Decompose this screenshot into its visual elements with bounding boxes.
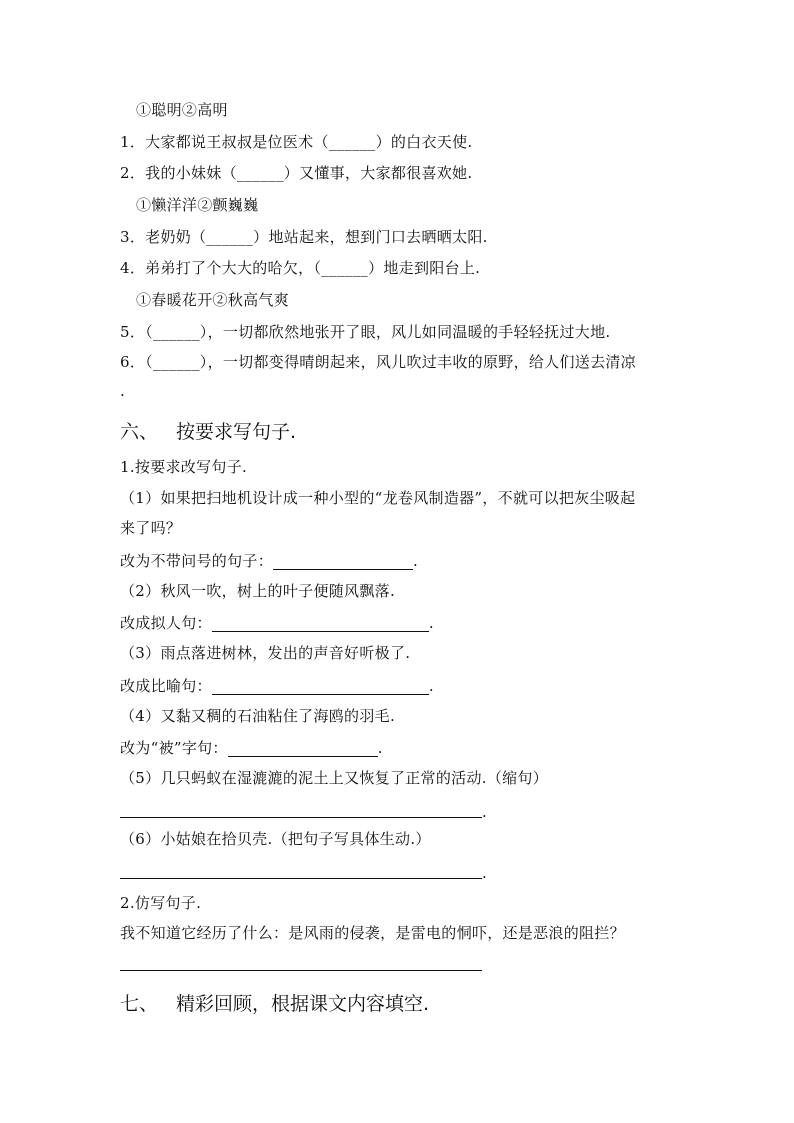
line-end: . — [428, 677, 434, 695]
rewrite-sentence: （3）雨点落进树林，发出的声音好听极了. — [120, 644, 411, 662]
question-text: ）的白衣天使. — [375, 133, 473, 151]
answer-line[interactable] — [273, 553, 413, 570]
line-end: . — [428, 614, 434, 632]
question-2 — [120, 163, 472, 183]
question-text: 5．（ — [120, 323, 153, 341]
question-text: 1．大家都说王叔叔是位医术（ — [120, 133, 329, 151]
answer-line[interactable] — [120, 817, 482, 818]
answer-line[interactable] — [120, 970, 482, 971]
question-text: ）地走到阳台上. — [368, 259, 481, 277]
rewrite-instruction-row — [120, 613, 434, 633]
example-sentence: 我不知道它经历了什么：是风雨的侵袭，是雷电的恫吓，还是恶浪的阻拦？ — [120, 924, 625, 942]
instruction-label: 改成拟人句： — [120, 614, 212, 632]
rewrite-instruction-row — [120, 738, 383, 758]
answer-blank[interactable]: ______ — [206, 228, 254, 246]
question-text: ），一切都变得晴朗起来，风儿吹过丰收的原野，给人们送去清凉 — [199, 353, 636, 371]
rewrite-sentence: （1）如果把扫地机设计成一种小型的“龙卷风制造器”，不就可以把灰尘吸起 — [120, 489, 636, 507]
section-title: 按要求写句子. — [176, 421, 297, 443]
section-7-heading — [120, 992, 429, 1016]
rewrite-instruction-row — [120, 551, 418, 571]
question-text: ）地站起来，想到门口去晒晒太阳. — [253, 228, 488, 246]
rewrite-sentence: （2）秋风一吹，树上的叶子便随风飘落. — [120, 582, 396, 600]
answer-line[interactable] — [212, 615, 429, 632]
answer-line[interactable] — [228, 740, 378, 757]
line-end: . — [482, 803, 487, 821]
answer-line[interactable] — [120, 878, 482, 879]
section-6-heading — [120, 420, 296, 444]
answer-blank[interactable]: ______ — [321, 259, 369, 277]
line-end: . — [377, 739, 383, 757]
question-text: ）又懂事，大家都很喜欢她. — [283, 164, 473, 182]
section-number: 六、 — [120, 421, 159, 443]
rewrite-instruction-row — [120, 676, 434, 696]
question-text: 6．（ — [120, 353, 153, 371]
answer-blank[interactable]: ______ — [328, 133, 376, 151]
rewrite-sentence: （5）几只蚂蚁在湿漉漉的泥土上又恢复了正常的活动.（缩句） — [120, 769, 549, 787]
question-text: 4．弟弟打了个大大的哈欠，（ — [120, 259, 322, 277]
word-options-1: ①聪明②高明 — [136, 101, 228, 119]
section-number: 七、 — [120, 993, 159, 1015]
word-options-2: ①懒洋洋②颤巍巍 — [136, 196, 259, 214]
line-end: . — [413, 552, 419, 570]
question-3 — [120, 227, 488, 247]
question-4 — [120, 258, 480, 278]
line-end: . — [482, 864, 487, 882]
rewrite-sentence: （6）小姑娘在拾贝壳.（把句子写具体生动.） — [120, 830, 431, 848]
rewrite-sentence: （4）又黏又稠的石油粘住了海鸥的羽毛. — [120, 707, 396, 725]
question-text: 3．老奶奶（ — [120, 228, 207, 246]
question-text: 2．我的小妹妹（ — [120, 164, 237, 182]
answer-blank[interactable]: ______ — [152, 353, 200, 371]
question-text: ），一切都欣然地张开了眼，风儿如同温暖的手轻轻抚过大地. — [199, 323, 611, 341]
question-6-end: . — [120, 382, 125, 400]
instruction-label: 改为“被”字句： — [120, 739, 228, 757]
instruction-label: 改为不带问号的句子： — [120, 552, 274, 570]
word-options-3: ①春暖花开②秋高气爽 — [136, 291, 290, 309]
rewrite-sentence-continued: 来了吗？ — [120, 519, 182, 537]
subsection-heading: 2.仿写句子. — [120, 894, 202, 912]
question-5 — [120, 322, 610, 342]
answer-blank[interactable]: ______ — [152, 323, 200, 341]
instruction-label: 改成比喻句： — [120, 677, 212, 695]
section-title: 精彩回顾，根据课文内容填空. — [176, 993, 430, 1015]
answer-blank[interactable]: ______ — [236, 164, 284, 182]
subsection-heading: 1.按要求改写句子. — [120, 458, 248, 476]
question-6 — [120, 352, 636, 372]
answer-line[interactable] — [212, 678, 429, 695]
question-1 — [120, 132, 472, 152]
